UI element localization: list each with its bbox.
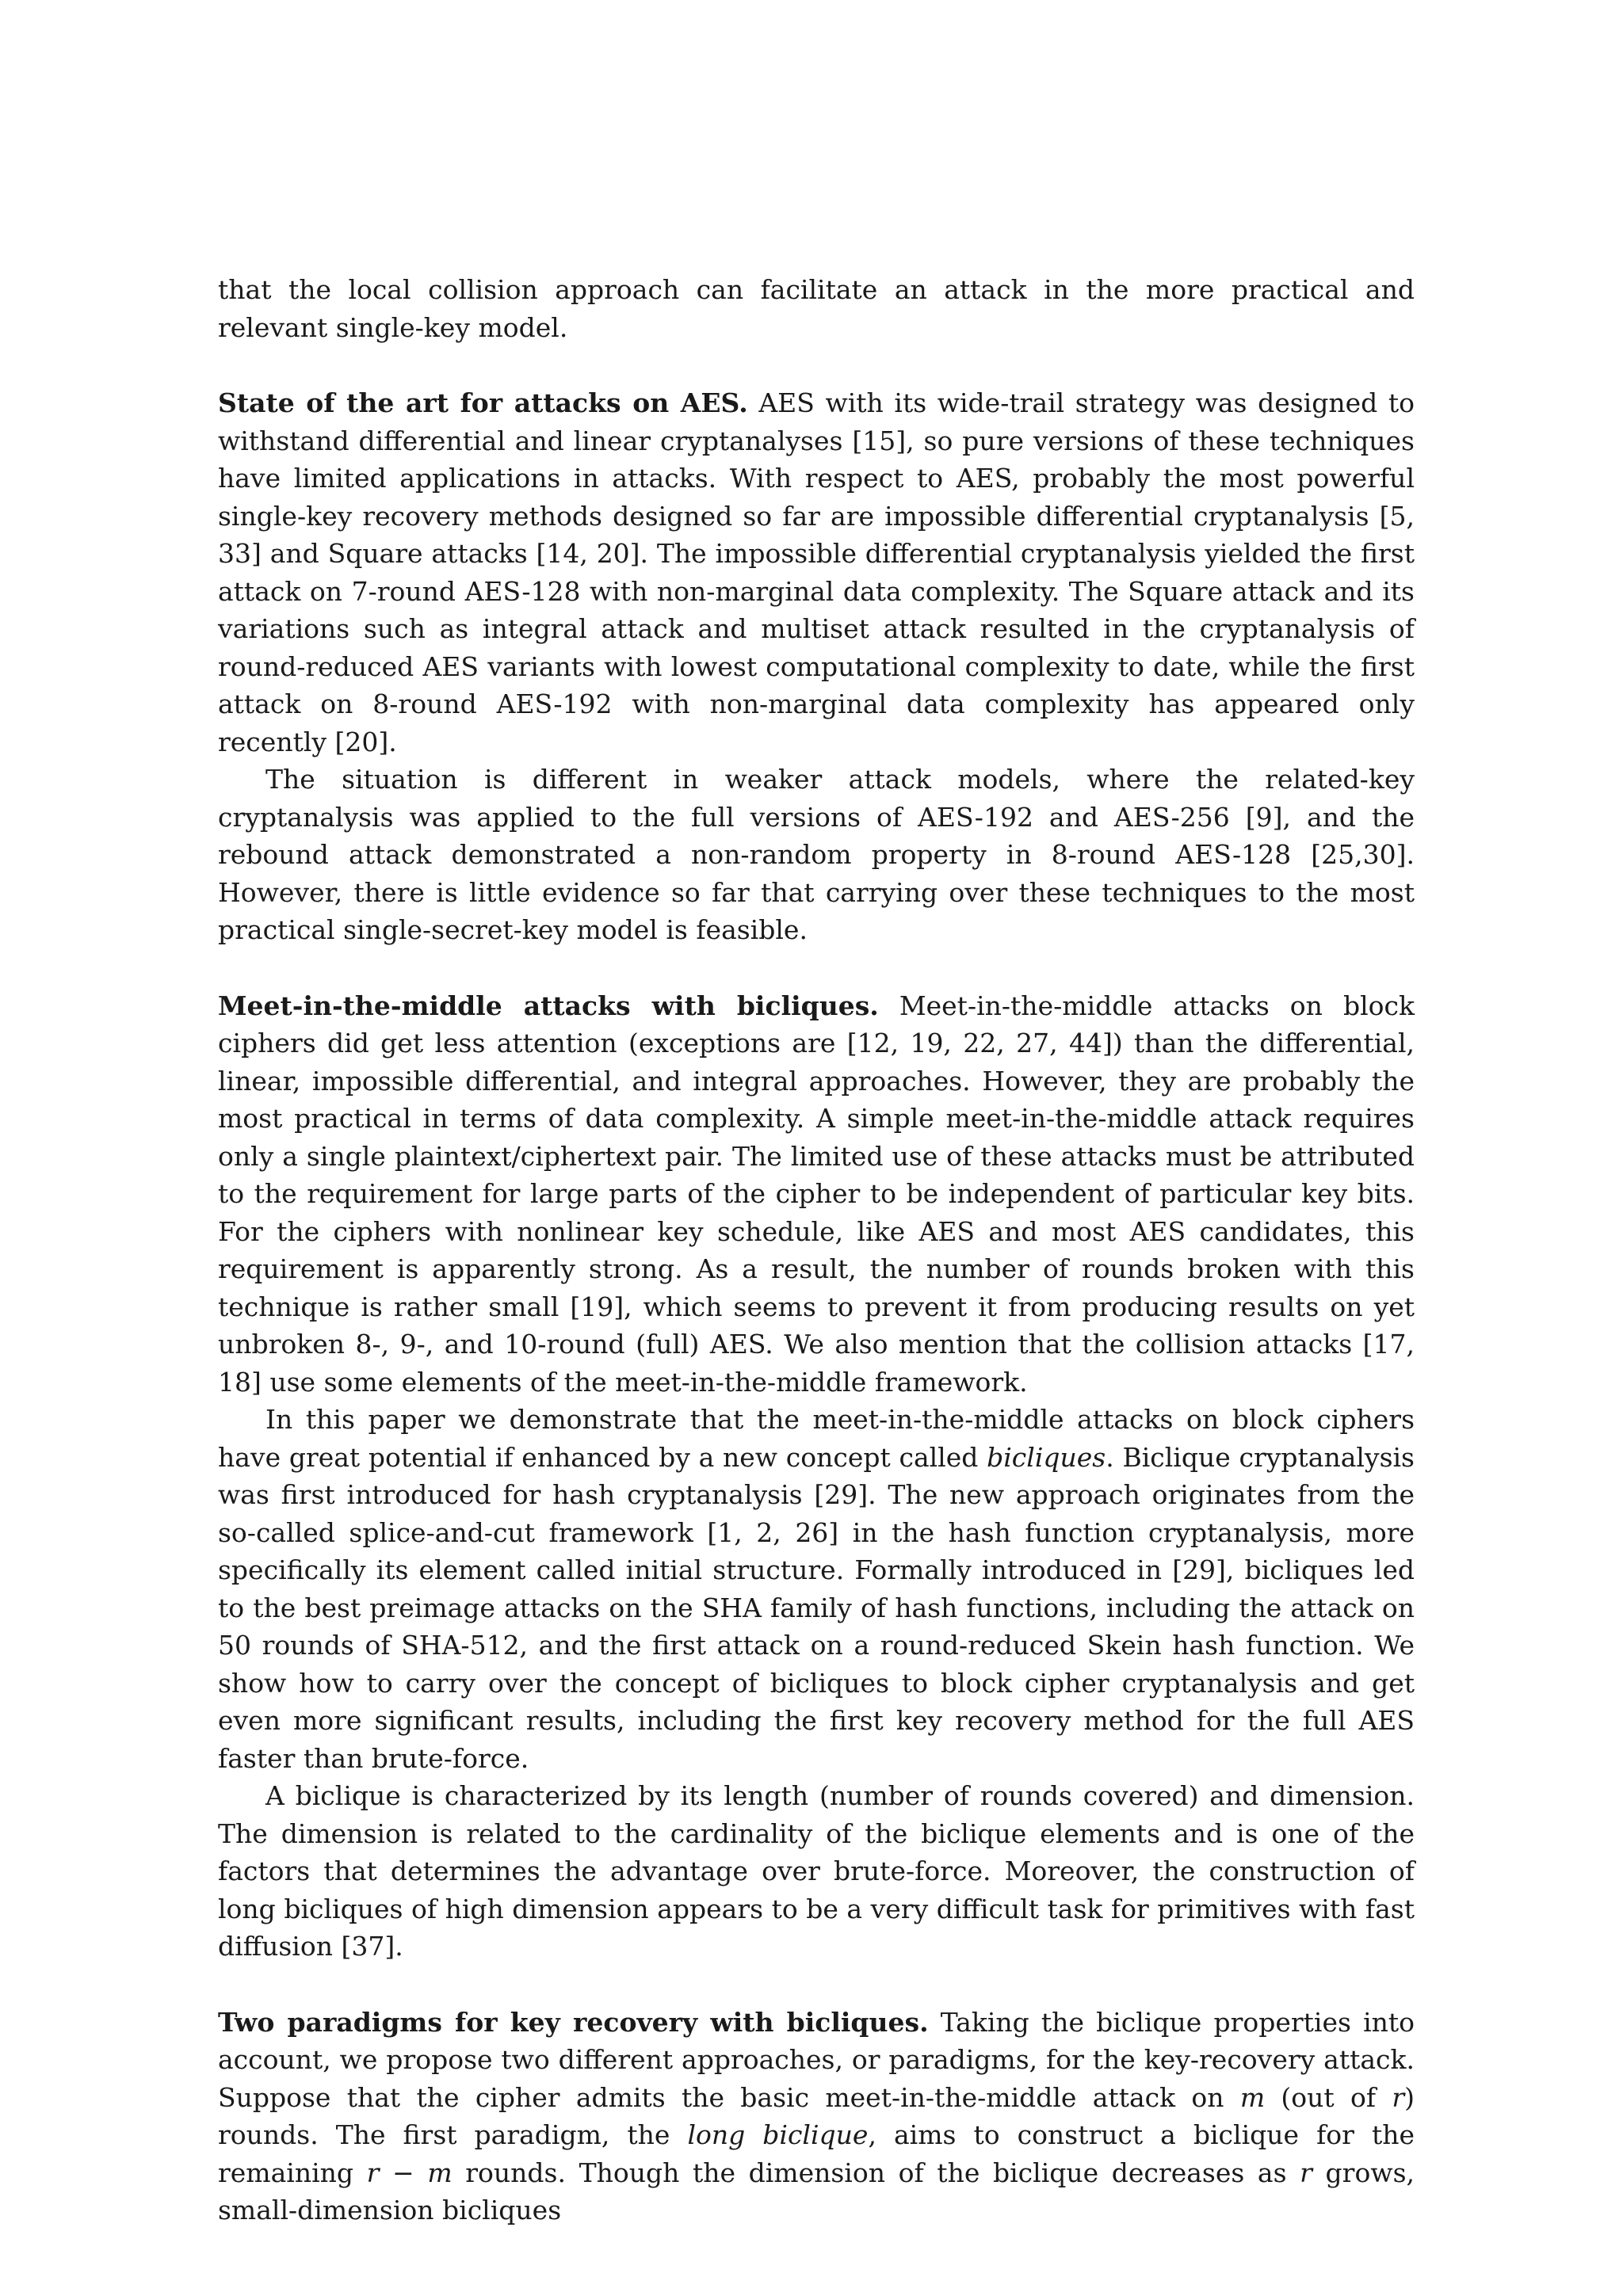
- paragraph-text: . Biclique cryptanalysis was first introduced for hash cryptanalysis [29]. The new approach originates from the so-called splice-and-cut framework [1, 2, 26] in the hash function cryptanalysis, more specifically its element called initial structure. Formally introduced in [29], bicliques led to the best preimage attacks on the SHA family of hash functions, including the attack on 50 rounds of SHA-512, and the first attack on a round-reduced Skein hash function. We show how to carry over the concept of bicliques to block cipher cryptanalysis and get even more significant results, including the first key recovery method for the full AES faster than brute-force.: [218, 1441, 1415, 1774]
- math-variable: m: [427, 2157, 453, 2188]
- paragraph-continuation: [218, 271, 1415, 346]
- paragraph-text: Taking the biclique properties into account, we propose two different approaches, or paradigms, for the key-recovery attack. Suppose that the cipher admits the basic meet-in-the-middle attack on: [218, 2006, 1415, 2113]
- math-operator: −: [379, 2157, 428, 2188]
- paper-page: [218, 271, 1415, 2229]
- paragraph-text: Meet-in-the-middle attacks on block ciphers did get less attention (exceptions are [12, 19, 22, 27, 44]) than the differential, linear, impossible differential, and integral approaches. However, they are probably the most practical in terms of data complexity. A simple meet-in-the-middle attack requires only a single plaintext/ciphertext pair. The limited use of these attacks must be attributed to the requirement for large parts of the cipher to be independent of particular key bits. For the ciphers with nonlinear key schedule, like AES and most AES candidates, this requirement is apparently strong. As a result, the number of rounds broken with this technique is rather small [19], which seems to prevent it from producing results on yet unbroken 8-, 9-, and 10-round (full) AES. We also mention that the collision attacks [17, 18] use some elements of the meet-in-the-middle framework.: [218, 990, 1415, 1398]
- paragraph-biclique-dimension: [218, 1777, 1415, 1966]
- paragraph-text: AES with its wide-trail strategy was designed to withstand differential and linear cryptanalyses [15], so pure versions of these techniques have limited applications in attacks. With respect to AES, probably the most powerful single-key recovery methods designed so far are impossible differential cryptanalysis [5, 33] and Square attacks [14, 20]. The impossible differential cryptanalysis yielded the first attack on 7-round AES-128 with non-marginal data complexity. The Square attack and its variations such as integral attack and multiset attack resulted in the cryptanalysis of round-reduced AES variants with lowest computational complexity to date, while the first attack on 8-round AES-192 with non-marginal data complexity has appeared only recently [20].: [218, 387, 1415, 757]
- math-variable: r: [1392, 2081, 1405, 2113]
- math-variable: r: [1300, 2157, 1312, 2188]
- paragraph-text: In this paper we demonstrate that the meet-in-the-middle attacks on block ciphers have great potential if enhanced by a new concept called: [218, 1404, 1415, 1473]
- math-variable: r: [366, 2157, 380, 2188]
- paragraph-text: rounds. Though the dimension of the biclique decreases as: [452, 2157, 1300, 2188]
- emphasis-term: long biclique: [687, 2119, 869, 2150]
- paragraph-two-paradigms: [218, 2004, 1415, 2229]
- emphasis-term: bicliques: [987, 1441, 1106, 1473]
- paragraph-text: A biclique is characterized by its length (number of rounds covered) and dimension. The dimension is related to the cardinality of the biclique elements and is one of the factors that determines the advantage over brute-force. Moreover, the construction of long bicliques of high dimension appears to be a very difficult task for primitives with fast diffusion [37].: [218, 1780, 1415, 1962]
- paragraph-text: The situation is different in weaker attack models, where the related-key cryptanalysis was applied to the full versions of AES-192 and AES-256 [9], and the rebound attack demonstrated a non-random property in 8-round AES-128 [25,30]. However, there is little evidence so far that carrying over these techniques to the most practical single-secret-key model is feasible.: [218, 764, 1415, 945]
- paragraph-weaker-models: [218, 761, 1415, 949]
- math-variable: m: [1239, 2081, 1266, 2113]
- paragraph-heading: Meet-in-the-middle attacks with bicliques.: [218, 990, 879, 1021]
- paragraph-text: grows, small-dimension bicliques: [218, 2157, 1415, 2225]
- paragraph-bicliques-concept: [218, 1401, 1415, 1777]
- paragraph-heading: State of the art for attacks on AES.: [218, 387, 748, 418]
- paragraph-text: (out of: [1265, 2081, 1392, 2113]
- paragraph-meet-in-the-middle: [218, 987, 1415, 1402]
- paragraph-text: , aims to construct a biclique for the remaining: [218, 2119, 1415, 2188]
- paragraph-text: that the local collision approach can facilitate an attack in the more practical and relevant single-key model.: [218, 274, 1415, 343]
- paragraph-heading: Two paradigms for key recovery with bicliques.: [218, 2006, 929, 2038]
- paragraph-state-of-the-art: [218, 384, 1415, 761]
- paragraph-text: ) rounds. The first paradigm, the: [218, 2081, 1415, 2150]
